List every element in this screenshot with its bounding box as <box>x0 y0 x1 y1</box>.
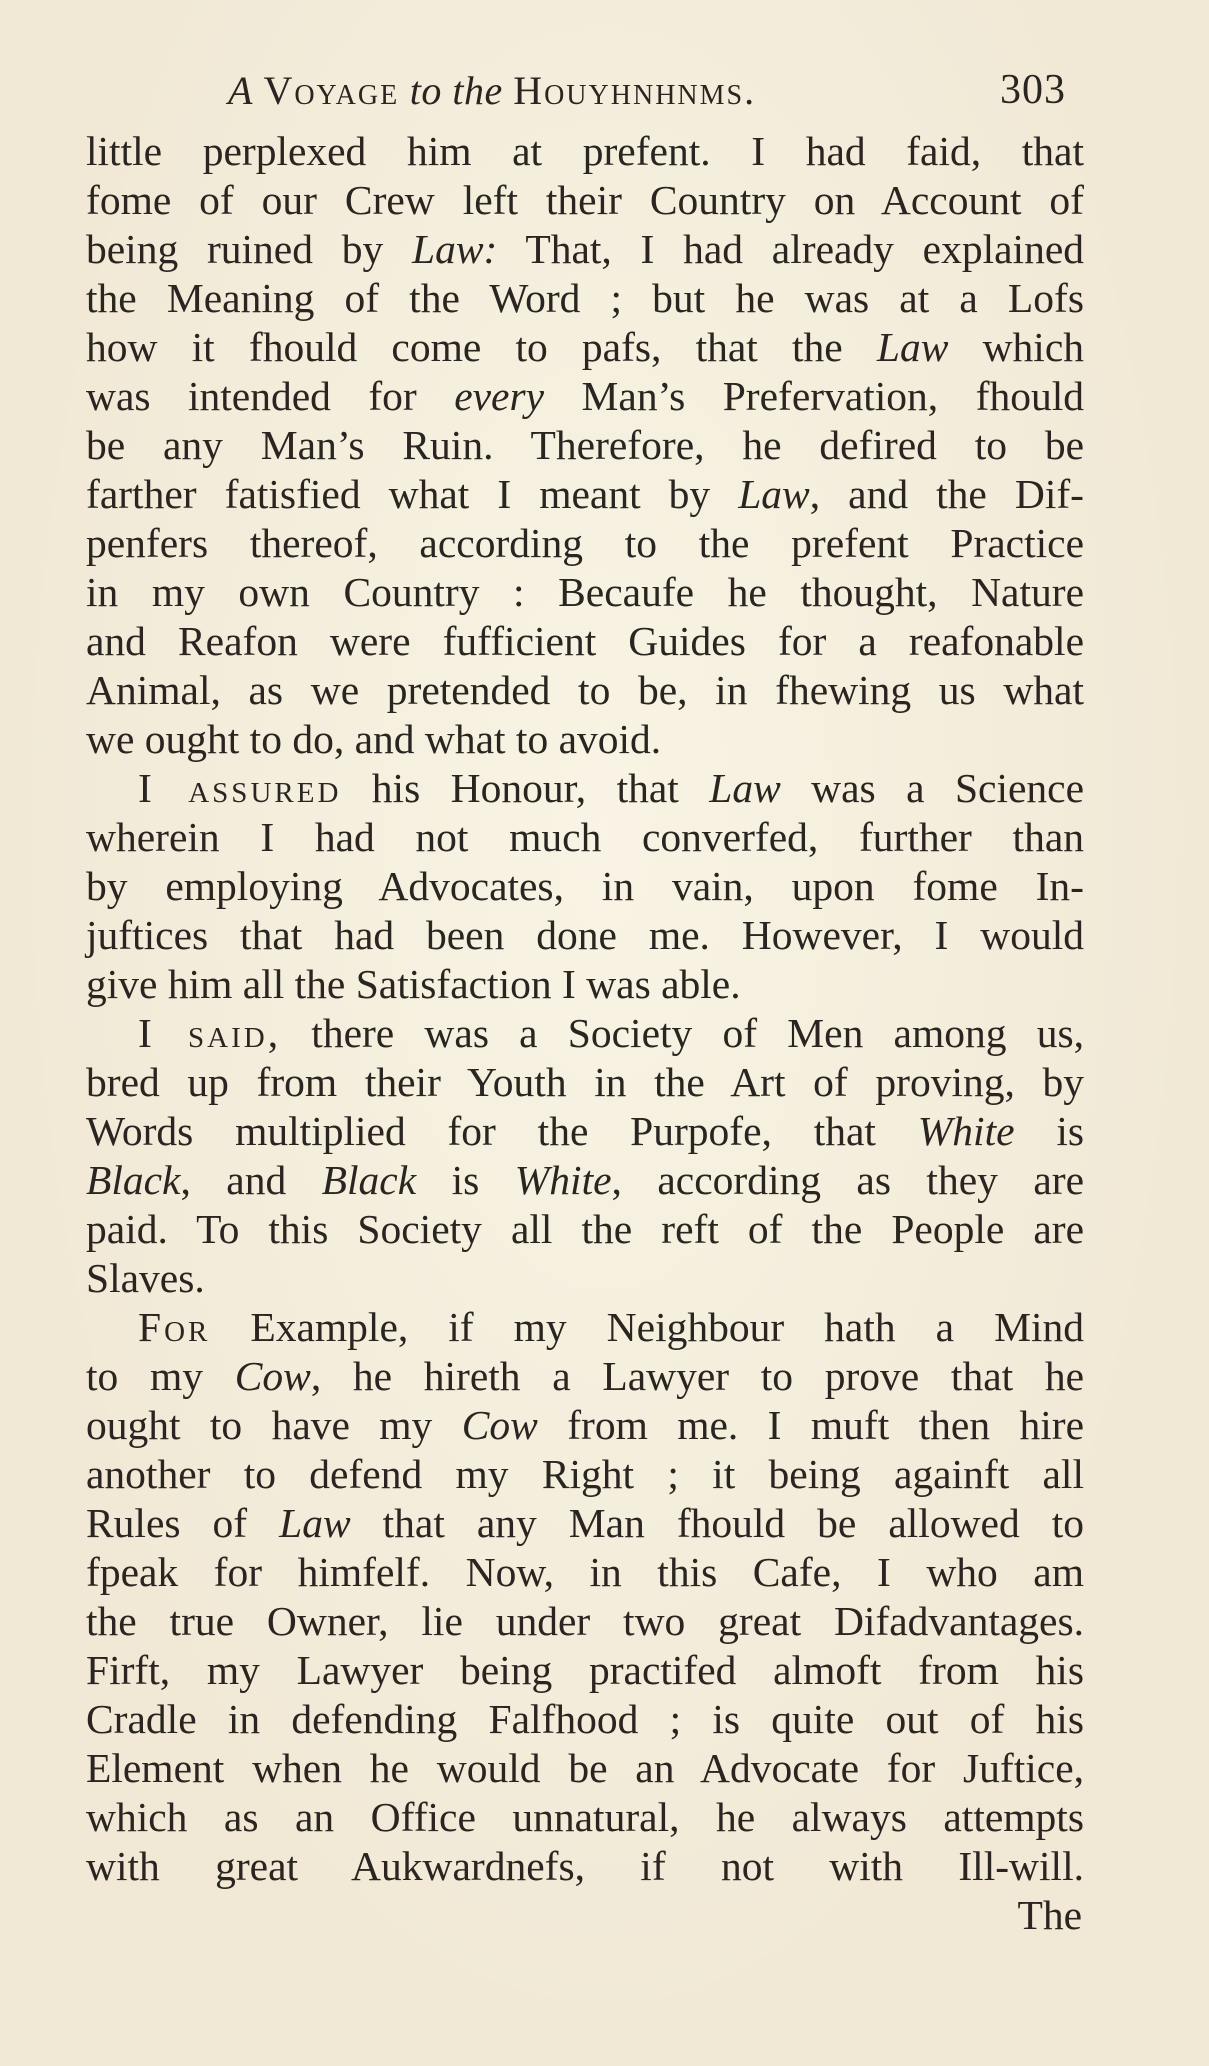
text-run: was intended for <box>86 373 455 419</box>
italic-run: Law <box>738 471 810 517</box>
text-line: the true Owner, lie under two great Difadvantages. <box>86 1598 1084 1644</box>
italic-run: Black <box>86 1157 181 1203</box>
text-line <box>86 1352 1084 1401</box>
text-run: was a Science <box>780 765 1085 811</box>
text-line: Slaves. <box>86 1255 205 1301</box>
text-line: Element when he would be an Advocate for Juftice, <box>86 1745 1084 1791</box>
text-line <box>86 1499 1084 1548</box>
text-line <box>86 225 1084 274</box>
text-run: little perplexed him at prefent. I had faid, that <box>86 128 1084 174</box>
running-head <box>228 66 1088 116</box>
text-line <box>86 666 1084 715</box>
text-run: how it fhould come to pafs, that the <box>86 324 877 370</box>
running-head-to-the: to the <box>409 68 503 113</box>
body-text <box>86 127 1084 1940</box>
text-run: which <box>948 324 1085 370</box>
text-run: That, I had already explained <box>497 226 1084 272</box>
text-line <box>86 617 1084 666</box>
text-line <box>86 1303 1084 1352</box>
text-line <box>86 1107 1084 1156</box>
text-line: wherein I had not much converfed, further than <box>86 814 1084 860</box>
catchword: The <box>1017 1892 1082 1938</box>
text-run: , according as they are <box>611 1157 1084 1203</box>
text-run: , and <box>180 1157 322 1203</box>
text-run: Example, if my Neighbour hath a Mind <box>210 1304 1084 1350</box>
text-run: to my <box>86 1353 235 1399</box>
text-line: which as an Office unnatural, he always attempts <box>86 1794 1084 1840</box>
italic-run: Law <box>709 765 781 811</box>
text-run: and Reafon were fufficient Guides for a reafonable <box>86 618 1084 664</box>
italic-run: Cow <box>461 1402 538 1448</box>
text-line: juftices that had been done me. However, I would <box>86 912 1084 958</box>
text-run: from me. I muft then hire <box>537 1402 1084 1448</box>
text-run: being ruined by <box>86 226 412 272</box>
text-line <box>86 372 1084 421</box>
text-run: fome of our Crew left their Country on Account of <box>86 177 1084 223</box>
text-line <box>86 274 1084 323</box>
text-run: Animal, as we pretended to be, in fhewing us what <box>86 667 1084 713</box>
text-line <box>86 176 1084 225</box>
running-head-a: A <box>228 68 253 113</box>
italic-run: Black <box>321 1157 417 1203</box>
text-line: Firft, my Lawyer being practifed almoft from his <box>86 1647 1084 1693</box>
text-run: , and the Dif- <box>809 471 1085 517</box>
text-line <box>86 764 1084 813</box>
text-line: give him all the Satisfaction I was able. <box>86 961 741 1007</box>
text-run: is <box>1014 1108 1084 1154</box>
text-run: ought to have my <box>86 1402 462 1448</box>
text-line <box>86 421 1084 470</box>
text-line <box>86 1009 1084 1058</box>
text-line: fpeak for himfelf. Now, in this Cafe, I who am <box>86 1549 1084 1595</box>
text-line: with great Aukwardnefs, if not with Ill-will. <box>86 1843 1084 1889</box>
text-line: Cradle in defending Falfhood ; is quite out of his <box>86 1696 1084 1742</box>
text-run: Words multiplied for the Purpofe, that <box>86 1108 918 1154</box>
text-line <box>86 1156 1084 1205</box>
text-run: his Honour, that <box>341 765 710 811</box>
text-line <box>86 1401 1084 1450</box>
italic-run: White <box>514 1157 612 1203</box>
text-line: paid. To this Society all the reft of the People are <box>86 1206 1084 1252</box>
text-line <box>86 470 1084 519</box>
text-run: farther fatisfied what I meant by <box>86 471 739 517</box>
italic-run: Cow <box>234 1353 311 1399</box>
italic-run: Law <box>279 1500 351 1546</box>
italic-run: White <box>917 1108 1015 1154</box>
italic-run: every <box>454 373 545 419</box>
text-run: that any Man fhould be allowed to <box>350 1500 1085 1546</box>
text-line: bred up from their Youth in the Art of proving, by <box>86 1059 1084 1105</box>
text-line <box>86 127 1084 176</box>
text-line: another to defend my Right ; it being againft all <box>86 1451 1084 1497</box>
text-run: in my own Country : Becaufe he thought, Nature <box>86 569 1084 615</box>
page-number: 303 <box>1000 67 1066 113</box>
running-head-voyage: Voyage <box>263 68 400 113</box>
text-run: there was a Society of Men among us, <box>281 1010 1084 1056</box>
text-line <box>86 568 1084 617</box>
paragraph-lead: I said, <box>138 1010 282 1056</box>
italic-run: Law: <box>412 226 498 272</box>
text-run: , he hireth a Lawyer to prove that he <box>310 1353 1085 1399</box>
running-head-houyhnhnms: Houyhnhnms. <box>513 68 757 113</box>
text-line <box>86 519 1084 568</box>
text-run: be any Man’s Ruin. Therefore, he defired to be <box>86 422 1084 468</box>
text-run: Man’s Prefervation, fhould <box>544 373 1084 419</box>
italic-run: Law <box>876 324 949 370</box>
text-line: we ought to do, and what to avoid. <box>86 716 662 762</box>
text-line: by employing Advocates, in vain, upon fome In- <box>86 863 1084 909</box>
text-run: penfers thereof, according to the prefent Practice <box>86 520 1084 566</box>
text-run: the Meaning of the Word ; but he was at a Lofs <box>86 275 1084 321</box>
paragraph-lead: I assured <box>138 765 342 811</box>
text-run: Rules of <box>86 1500 280 1546</box>
paragraph-lead: For <box>138 1304 211 1350</box>
paragraph-1 <box>86 127 1084 715</box>
text-run: is <box>416 1157 515 1203</box>
text-line <box>86 323 1084 372</box>
